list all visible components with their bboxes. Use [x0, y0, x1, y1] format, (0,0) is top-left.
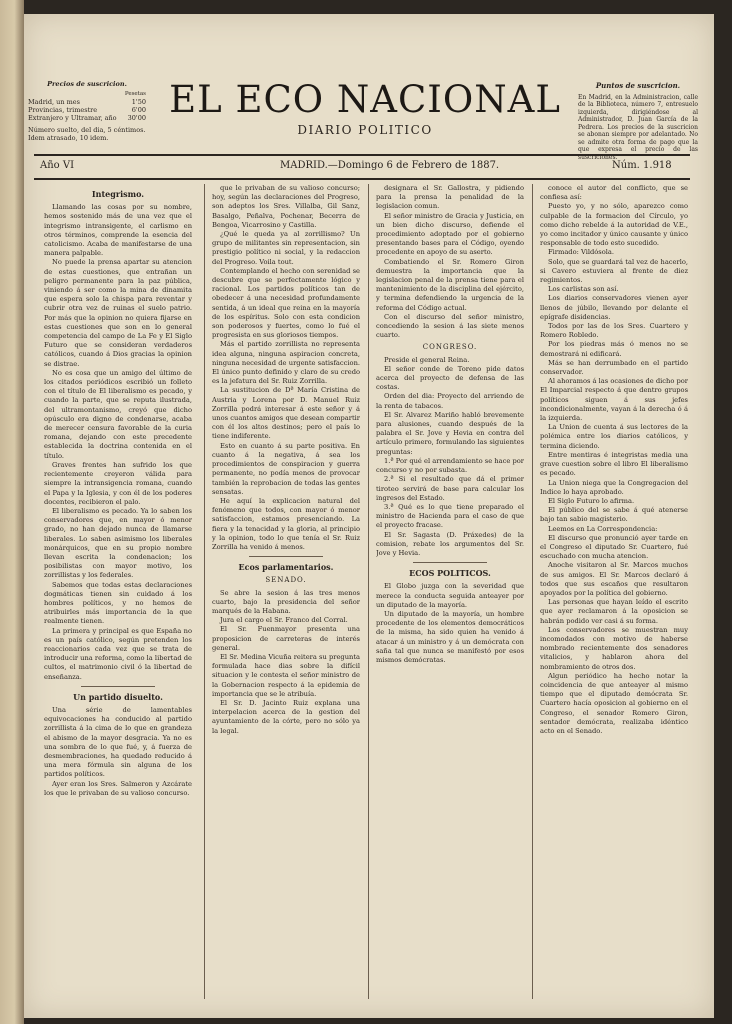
subscription-points-text: En Madrid, en la Administracion, calle de la Biblioteca, número 7, entresuelo izquierda, dirigiéndose al Administrador, D. Juan García de la Pedrera. Los precios de la suscricion se abonan siempre por adelantado. No se admite otra forma de pago que la que expresa el precio de las suscriciones. [578, 93, 698, 161]
subscription-prices [28, 80, 146, 142]
paragraph: 1.ª Por qué el arrendamiento se hace por concurso y no por subasta. [376, 456, 524, 475]
column-rule [204, 184, 205, 999]
paragraph: Algun periódico ha hecho notar la coincidencia de que anteayer al mismo tiempo que el diputado demócrata Sr. Cuartero hacía oposicion al gobierno en el Congreso, el senador Romero Giron, sentador demócrata, realizaba idéntico acto en el Senado. [540, 671, 688, 735]
divider [249, 556, 323, 557]
paragraph: Más el partido zorrillista no representa idea alguna, ninguna aspiracion concreta, ninguna necesidad de urgente satisfaccion. El único punto definido y claro de su credo es la jefatura del Sr. Ruiz Zorrilla. [212, 340, 360, 386]
paragraph: El Sr. Fuenmayor presenta una proposicion de carreteras de interés general. [212, 625, 360, 652]
paragraph: Una série de lamentables equivocaciones ha conducido al partido zorrillista á la cima de lo que en grandeza el abismo de la mayor desgracia. Ya no es una sombra de lo que fué, y, á fuerza de desmembraciones, ha quedado reducido á una mera fórmula sin alguna de los partidos políticos. [44, 705, 192, 779]
paragraph: designara el Sr. Gallostra, y pidiendo para la prensa la penalidad de la legislacion comun. [376, 184, 524, 211]
paragraph: El discurso que pronunció ayer tarde en el Congreso el diputado Sr. Cuartero, fué escuchado con mucha atencion. [540, 533, 688, 561]
paragraph: Las personas que hayan leído el escrito que ayer reclamaron á la oposicion se habrán podido ver casi á su forma. [540, 598, 688, 625]
paragraph: El señor ministro de Gracia y Justicia, en un bien dicho discurso, defiende el procedimiento adoptado por el gobierno presentando bases para el Código, oyendo procedente en apoyo de su aserto. [376, 211, 524, 257]
newspaper-subtitle: DIARIO POLITICO [297, 123, 433, 137]
issue-date: MADRID.—Domingo 6 de Febrero de 1887. [280, 160, 500, 171]
column-rule [368, 184, 369, 999]
paragraph: Esto en cuanto á su parte positiva. En cuanto á la negativa, á sea los procedimientos de conspiracion y guerra permanente, no podía menos de provocar también la reprobacion de todas las gentes sensatas. [212, 441, 360, 496]
column-4 [540, 184, 688, 1004]
column-2 [212, 184, 360, 1004]
article-heading: Integrismo. [91, 189, 145, 199]
issue-number: Núm. 1.918 [612, 160, 672, 171]
paragraph: ¿Qué le queda ya al zorrillismo? Un grupo de militantes sin representacion, sin prestigio político ni social, y la redaccion del Progreso. Voila tout. [212, 230, 360, 266]
paragraph: El público del se sabe á qué atenerse bajo tan sabio magisterio. [540, 506, 688, 524]
paragraph: Los conservadores se muestran muy incomodados con motivo de haberse nombrado recientemente dos senadores vitalicios, y hablaron ahora del nombramiento de otros dos. [540, 625, 688, 671]
column-1 [44, 184, 192, 1004]
paragraph: Solo, que se guardará tal vez de hacerlo, si Cavero estuviera al frente de diez regimientos. [540, 257, 688, 285]
paragraph: Preside el general Reina. [384, 355, 470, 364]
paragraph: Con el discurso del señor ministro, concediendo la sesion á las siete menos cuarto. [376, 312, 524, 340]
paragraph: La sustitucion de Dª María Cristina de Austria y Lorena por D. Manuel Ruiz Zorrilla podrá interesar á este señor y á unos cuantos amigos que desean compartir con él los altos destinos; pero el país lo tiene indiferente. [212, 386, 360, 441]
adjacent-page-edge [0, 0, 24, 1024]
paragraph: He aquí la explicacion natural del fenómeno que todos, con mayor ó menor satisfaccion, estamos presenciando. La fiera y la tenacidad y la gloria, al principio y la opinion, todo lo que tenía el Sr. Ruiz Zorrilla ha venido á menos. [212, 496, 360, 551]
paragraph: El liberalismo es pecado. Ya lo saben los conservadores que, en mayor ó menor grado, no han dejado nunca de llamarse liberales. Lo saben asimismo los liberales monárquicos, que en su propio nombre llevan escrita la condenacion; los posibilistas con mayor motivo, los zorrillistas y los federales. [44, 506, 192, 580]
article-heading: Ecos parlamentarios. [238, 562, 334, 573]
paragraph: Un diputado de la mayoría, un hombre procedente de los elementos democráticos de la misma, ha sido quien ha venido á atacar á un ministro y á un demócrata con saña tal que nunca se manifestó por esos mismos demócratas. [376, 609, 524, 664]
paragraph: Por los piedras más ó menos no se demostrará ni edificará. [540, 340, 688, 358]
paragraph: 2.ª Si el resultado que dá el primer tiroteo servirá de base para calcular los ingresos del Estado. [376, 475, 524, 502]
paragraph: Ayer eran los Sres. Salmeron y Azcárate los que le privaban de su valioso concurso. [44, 779, 192, 797]
paragraph: Llamando las cosas por su nombre, hemos sostenido más de una vez que el integrismo intransigente, el carlismo en otros términos, comprende la esencia del catolicismo. Acaba de manifestarse de una manera palpable. [44, 203, 192, 258]
paragraph: Al ahoramos á las ocasiones de dicho por El Imparcial respecto á que dentro grupos políticos siguen á sus jefes incondicionalmente, vayan á la derecha ó á la izquierda. [540, 377, 688, 423]
year-label: Año VI [40, 160, 75, 171]
paragraph: Firmado: Vildósola. [548, 248, 614, 257]
subscription-points-title: Puntos de suscricion. [595, 81, 681, 90]
divider [81, 686, 155, 687]
paragraph: El Sr. Sagasta (D. Práxedes) de la comision, rebate los argumentos del Sr. Jove y Hevia. [376, 530, 524, 557]
subscription-prices-title: Precios de suscricion. [47, 80, 127, 88]
paragraph: El Sr. Alvarez Mariño habló brevemente para alusiones, cuando después de la palabra el Sr. Jove y Hevia en contra del artículo primero, formulando las siguientes preguntas: [376, 410, 524, 456]
section-subheading: SENADO. [265, 576, 307, 585]
paragraph: La Union niega que la Congregacion del Indice lo haya aprobado. [540, 478, 688, 496]
paragraph: Se abre la sesion á las tres menos cuarto, bajo la presidencia del señor marqués de la Habana. [212, 588, 360, 615]
paragraph: Puesto yo, y no sólo, aparezco como culpable de la formacion del Círculo, yo como dicho rebelde á la autoridad de V.E., yo como incitador y único causante y único responsable de todo esto sucedido. [540, 202, 688, 248]
column-rule [532, 184, 533, 999]
paragraph: Combatiendo el Sr. Romero Giron demuestra la importancia que la legislacion penal de la prensa tiene para el mantenimiento de la disciplina del ejército, y termina defendiendo la urgencia de la reforma del Código actual. [376, 257, 524, 312]
paragraph: Leemos en La Correspondencia: [548, 524, 658, 533]
subscription-points [578, 82, 698, 161]
paragraph: 3.ª Qué es lo que tiene preparado el ministro de Hacienda para el caso de que el proyecto fracase. [376, 502, 524, 530]
article-heading: Un partido disuelto. [73, 691, 163, 702]
paragraph: Entre mentiras é integristas media una grave cuestion sobre el libro El liberalismo es pecado. [540, 450, 688, 478]
divider [413, 562, 487, 563]
paragraph: La primera y principal es que España no es un país católico, según pretenden los reaccionarios cada vez que se trata de introducir una reforma, como la libertad de cultos, el matrimonio civil ó la libertad de enseñanza. [44, 626, 192, 681]
paragraph: que le privaban de su valioso concurso; hoy, según las declaraciones del Progreso, son adeptos los Sres. Villalba, Gil Sanz, Basalgo, Peñalva, Pochenar, Becerra de Bengoa, Vicarrosino y Castilla. [212, 184, 360, 229]
paragraph: Orden del dia: Proyecto del arriendo de la renta de tabacos. [376, 392, 524, 410]
masthead [150, 78, 580, 137]
paragraph: Los carlistas son así. [548, 285, 619, 294]
paragraph: Más se han derrumbado en el partido conservador. [540, 358, 688, 377]
paragraph: La Union de cuenta á sus lectores de la polémica entre los diarios católicos, y termina diciendo. [540, 423, 688, 450]
price-row: Provincias, trimestre 6'00 [28, 106, 146, 114]
paragraph: Jura el cargo el Sr. Franco del Corral. [220, 616, 348, 625]
paragraph: El Sr. Medina Vicuña reitera su pregunta formulada hace dias sobre la difícil situacion y le contesta el señor ministro de la Gobernacion respecto á la epidemia de importancia que se le atribuía. [212, 652, 360, 698]
paragraph: No es cosa que un amigo del último de los citados periódicos escribió un folleto con el título de El liberalismo es pecado, y cuando la parte, que se reputa ilustrada, del ultramontanismo, creyó que dicho opúsculo era digno de condenarse, acaba de merecer censura favorable de la curia romana, dejando con este precedente establecida la doctrina contenida en el título. [44, 368, 192, 460]
column-3 [376, 184, 524, 1004]
article-heading: ECOS POLITICOS. [409, 568, 491, 579]
currency-unit: Pesetas [124, 91, 146, 97]
section-subheading: CONGRESO. [422, 343, 478, 352]
price-row: Extranjero y Ultramar, año 30'00 [28, 114, 146, 122]
newspaper-title: EL ECO NACIONAL [169, 78, 561, 121]
paragraph: El Siglo Futuro lo afirma. [548, 496, 635, 505]
paragraph: No puede la prensa apartar su atencion de estas cuestiones, que entrañan un peligro permanente para la paz pública, viniendo á ser como la mina de dinamita que espera solo la chispa para reventar y cubrir otra vez de ruinas el suelo patrio. Por más que la opinion no quiera fijarse en estas cuestiones que son en lo general competencia del campo de La Fe y El Siglo Futuro que se consideran verdaderos católicos, cuando á Dios gracias la opinion se distrae. [44, 258, 192, 368]
paragraph: Los diarios conservadores vienen ayer llenos de júbilo, llevando por delante el epígrafe disidencias. [540, 294, 688, 321]
paragraph: El señor conde de Toreno pide datos acerca del proyecto de defensa de las costas. [376, 364, 524, 392]
price-row: Madrid, un mes 1'50 [28, 98, 146, 106]
paragraph: Todos por las de los Sres. Cuartero y Romero Robledo. [540, 322, 688, 340]
paragraph: El Globo juzga con la severidad que merece la conducta seguida anteayer por un diputado de la mayoría. [376, 582, 524, 609]
paragraph: Contemplando el hecho con serenidad se descubre que se perfectamente lógico y racional. Los partidos políticos tan de obedecer á una necesidad profundamente sentida, á un ideal que reina en la mayoría de los espíritus. Solo con esta condicion son poderosos y fuertes, como lo fué el progresista en sus gloriosos tiempos. [212, 266, 360, 340]
paragraph: Graves frentes han sufrido los que recientemente creyeron válida para siempre la intransigencia romana, cuando el Papa y la Iglesia, y con él de los poderes docentes, recibieron el palo. [44, 460, 192, 506]
dateline-bar [34, 154, 690, 180]
issue-price-note: Número suelto, del dia, 5 céntimos. Idem atrasado, 10 idem. [28, 126, 146, 142]
paragraph: conoce el autor del conflicto, que se confiesa así: [540, 184, 688, 202]
paragraph: Sabemos que todas estas declaraciones dogmáticas tienen sin cuidado á los hombres políticos, y no hemos de atribuirles más importancia de la que realmente tienen. [44, 580, 192, 626]
paragraph: El Sr. D. Jacinto Ruiz explana una interpelacion acerca de la gestion del ayuntamiento de la córte, pero no sólo ya la legal. [212, 698, 360, 735]
paragraph: Anoche visitaron al Sr. Marcos muchos de sus amigos. El Sr. Marcos declaró á todos que sus escaños que resultaron apoyados por la política del gobierno. [540, 561, 688, 597]
